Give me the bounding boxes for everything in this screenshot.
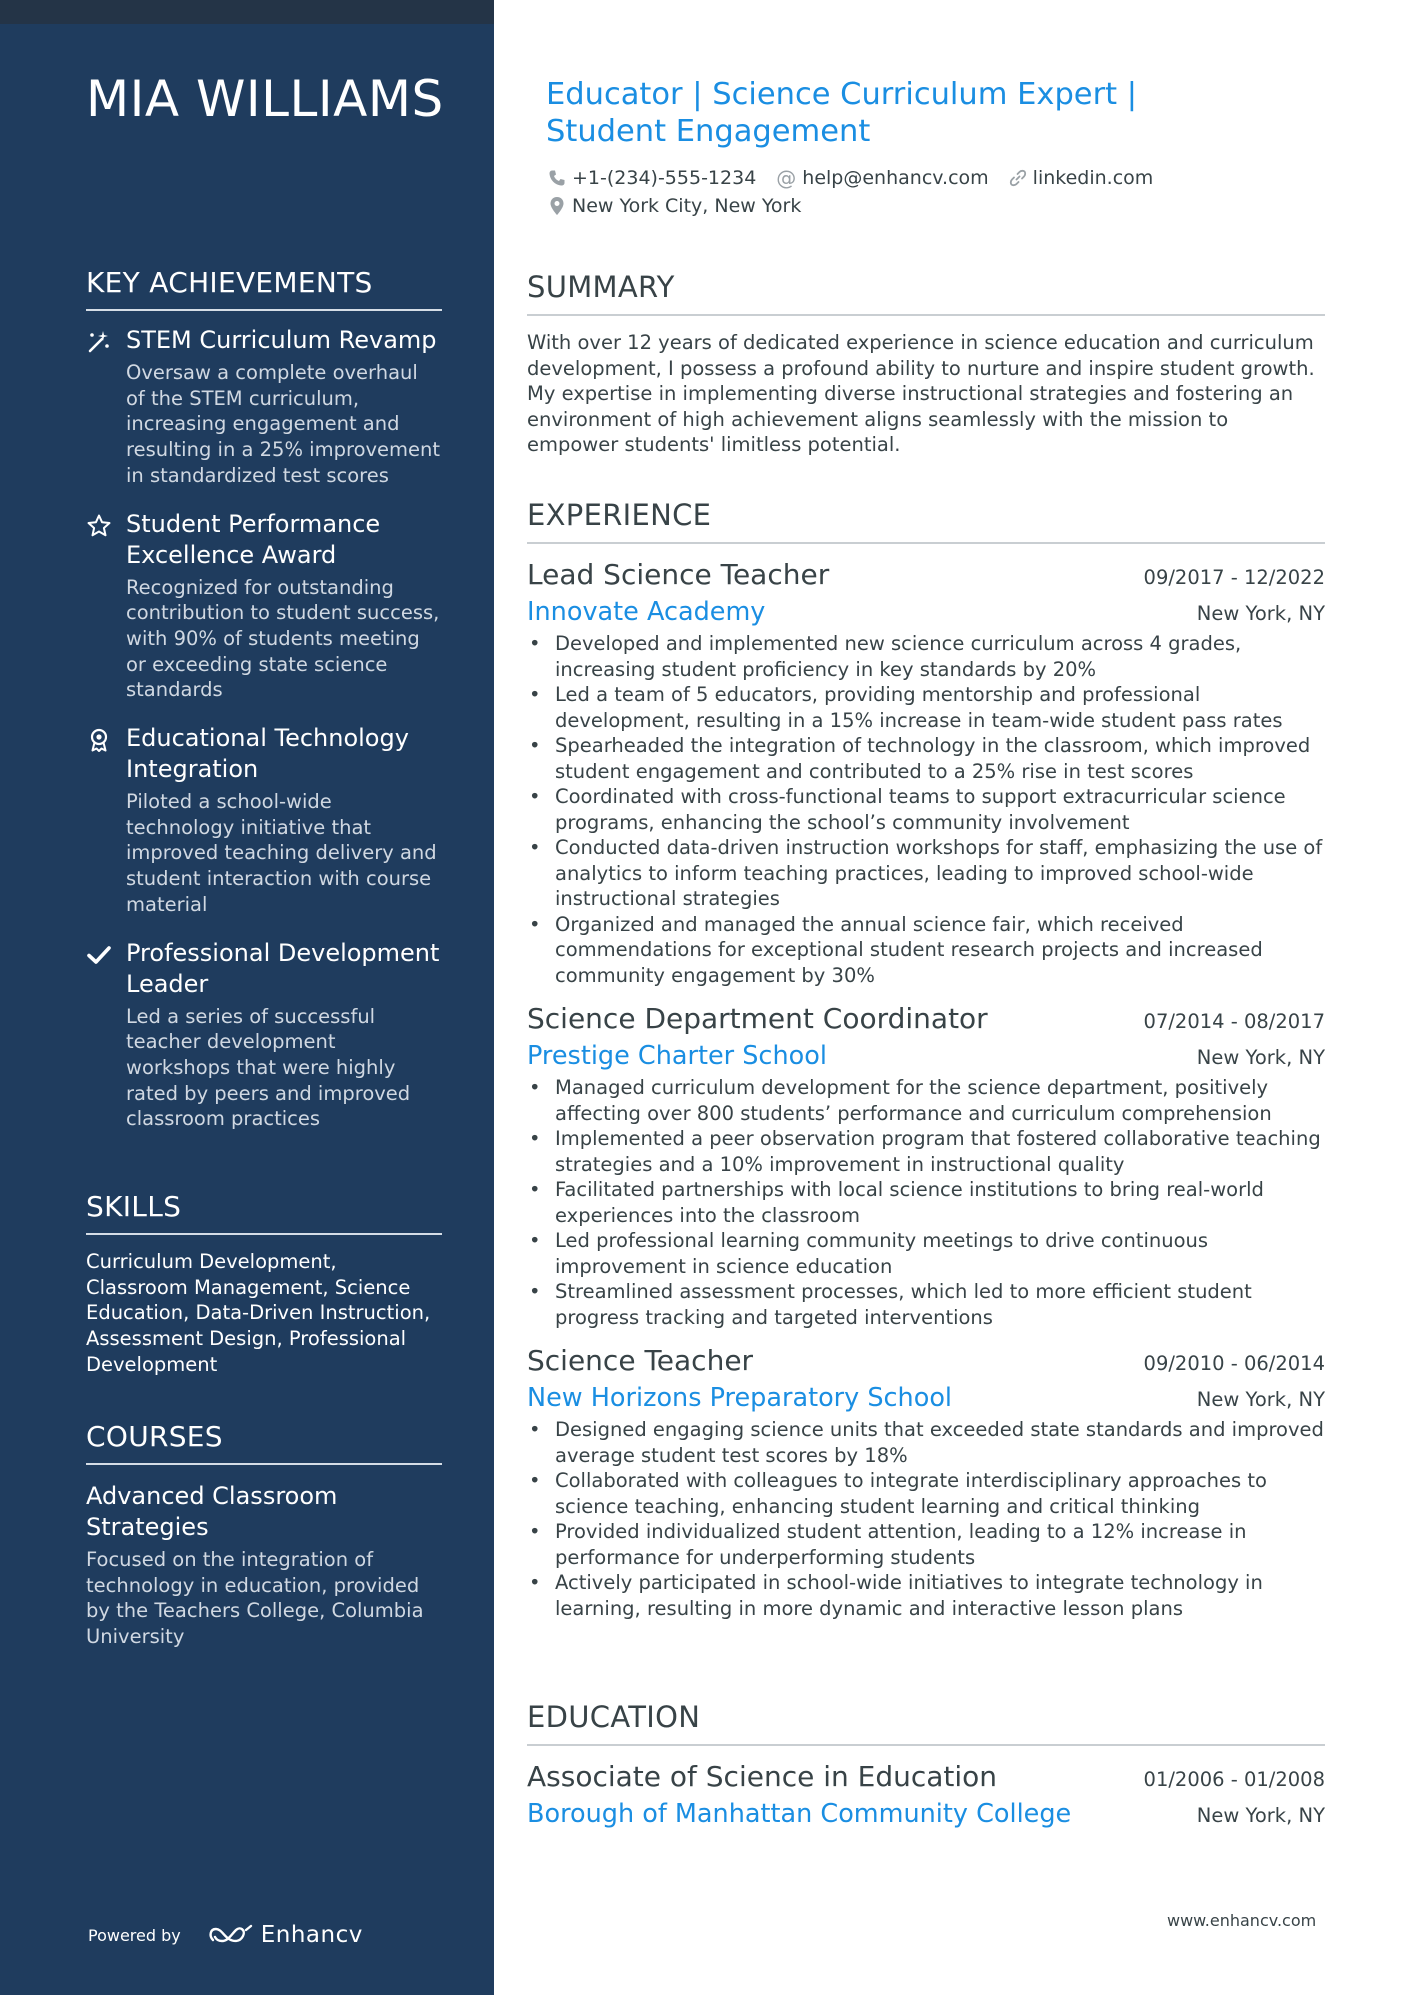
degree-title: Associate of Science in Education — [527, 1760, 998, 1793]
phone-number[interactable]: +1-(234)-555-1234 — [572, 167, 757, 189]
job-location: New York, NY — [1196, 602, 1325, 625]
job-bullet: • Managed curriculum development for the science department, positively affecting over 800 students’ performance and curriculum comprehension — [527, 1075, 1325, 1126]
link-icon — [1009, 169, 1027, 187]
course-title: Advanced Classroom Strategies — [86, 1482, 338, 1541]
achievement-item — [86, 325, 442, 489]
check-icon — [86, 942, 112, 968]
job-bullet: • Coordinated with cross-functional teams to support extracurricular science programs, enhancing the school’s community involvement — [527, 784, 1325, 835]
award-icon — [86, 727, 112, 753]
achievement-title: Student Performance Excellence Award — [126, 509, 381, 569]
achievement-item — [86, 723, 442, 918]
job-bullet: • Collaborated with colleagues to integrate interdisciplinary approaches to science teaching, enhancing student learning and critical thinking — [527, 1468, 1325, 1519]
star-icon — [86, 513, 112, 539]
courses-heading: COURSES — [86, 1420, 442, 1465]
achievement-description: Piloted a school-wide technology initiative that improved teaching delivery and student interaction with course material — [126, 790, 437, 916]
candidate-name: MIA WILLIAMS — [86, 70, 444, 128]
job-bullet: • Developed and implemented new science curriculum across 4 grades, increasing student proficiency in key standards by 20% — [527, 631, 1325, 682]
education-location: New York, NY — [1196, 1804, 1325, 1827]
footer-url[interactable]: www.enhancv.com — [1167, 1911, 1317, 1930]
experience-heading: EXPERIENCE — [527, 498, 1325, 544]
job-title: Science Teacher — [527, 1344, 754, 1377]
headline: Educator | Science Curriculum Expert | Student Engagement — [546, 77, 1138, 149]
job-bullet: • Conducted data-driven instruction workshops for staff, emphasizing the use of analytics to inform teaching practices, leading to improved school-wide instructional strategies — [527, 835, 1325, 912]
skills-section — [86, 1190, 442, 1378]
job-title: Science Department Coordinator — [527, 1002, 988, 1035]
experience-section — [527, 498, 1325, 1621]
job-bullet: • Streamlined assessment processes, which led to more efficient student progress tracking and targeted interventions — [527, 1279, 1325, 1330]
phone-icon — [548, 169, 566, 187]
at-icon: @ — [776, 166, 797, 190]
key-achievements-section — [86, 266, 442, 1152]
email-address[interactable]: help@enhancv.com — [802, 167, 989, 189]
skills-list: Curriculum Development, Classroom Management, Science Education, Data-Driven Instruction, Assessment Design, Professional Development — [86, 1250, 431, 1376]
job-bullet: • Implemented a peer observation program that fostered collaborative teaching strategies and a 10% improvement in instructional quality — [527, 1126, 1325, 1177]
education-heading: EDUCATION — [527, 1700, 1325, 1746]
contact-linkedin — [1009, 167, 1154, 189]
courses-section — [86, 1420, 442, 1650]
job-bullet: • Designed engaging science units that exceeded state standards and improved average student test scores by 18% — [527, 1417, 1325, 1468]
education-dates: 01/2006 - 01/2008 — [1143, 1768, 1325, 1791]
key-achievements-heading: KEY ACHIEVEMENTS — [86, 266, 442, 311]
achievement-title: STEM Curriculum Revamp — [126, 326, 437, 354]
education-section — [527, 1700, 1325, 1829]
achievement-description: Recognized for outstanding contribution to student success, with 90% of students meeting or exceeding state science standards — [126, 575, 440, 702]
education-entry — [527, 1760, 1325, 1829]
job-title: Lead Science Teacher — [527, 558, 830, 591]
job-entry — [527, 558, 1325, 988]
job-bullet: • Provided individualized student attention, leading to a 12% increase in performance for underperforming students — [527, 1519, 1325, 1570]
job-bullet: • Facilitated partnerships with local science institutions to bring real-world experiences into the classroom — [527, 1177, 1325, 1228]
job-location: New York, NY — [1196, 1388, 1325, 1411]
achievement-item — [86, 509, 442, 704]
sidebar — [0, 0, 494, 1995]
sidebar-top-bar — [0, 0, 494, 24]
contact-location — [548, 195, 801, 217]
enhancv-brand-name: Enhancv — [260, 1922, 363, 1948]
job-bullet: • Organized and managed the annual science fair, which received commendations for exceptional student research projects and increased community engagement by 30% — [527, 912, 1325, 989]
job-bullet: • Led a team of 5 educators, providing mentorship and professional development, resulting in a 15% increase in team-wide student pass rates — [527, 682, 1325, 733]
location-text: New York City, New York — [572, 195, 802, 217]
job-dates: 09/2017 - 12/2022 — [1143, 566, 1325, 589]
job-entry — [527, 1002, 1325, 1330]
job-company: Innovate Academy — [527, 597, 766, 627]
skills-heading: SKILLS — [86, 1190, 442, 1235]
achievement-title: Educational Technology Integration — [126, 724, 409, 784]
enhancv-logo-icon — [207, 1922, 253, 1948]
summary-section — [527, 270, 1325, 458]
achievement-description: Oversaw a complete overhaul of the STEM curriculum, increasing engagement and resulting in a 25% improvement in standardized test scores — [126, 361, 441, 487]
job-company: New Horizons Preparatory School — [527, 1383, 953, 1413]
summary-heading: SUMMARY — [527, 270, 1325, 316]
job-bullet: • Actively participated in school-wide initiatives to integrate technology in learning, resulting in more dynamic and interactive lesson plans — [527, 1570, 1325, 1621]
contact-phone — [548, 167, 756, 189]
course-description: Focused on the integration of technology in education, provided by the Teachers College, Columbia University — [86, 1548, 424, 1649]
linkedin-url[interactable]: linkedin.com — [1032, 167, 1154, 189]
job-entry — [527, 1344, 1325, 1621]
location-pin-icon — [548, 196, 566, 216]
job-bullet: • Led professional learning community meetings to drive continuous improvement in science education — [527, 1228, 1325, 1279]
achievement-description: Led a series of successful teacher development workshops that were highly rated by peers and improved classroom practices — [126, 1004, 411, 1131]
job-bullet: • Spearheaded the integration of technology in the classroom, which improved student engagement and contributed to a 25% rise in test scores — [527, 733, 1325, 784]
job-location: New York, NY — [1196, 1046, 1325, 1069]
summary-text: With over 12 years of dedicated experience in science education and curriculum development, I possess a profound ability to nurture and inspire student growth. My expertise in implementing diverse instructional strategies and fostering an environment of high achievement aligns seamlessly with the mission to empower students' limitless potential. — [527, 331, 1315, 456]
job-dates: 09/2010 - 06/2014 — [1143, 1352, 1325, 1375]
wand-icon — [86, 329, 112, 355]
school-name: Borough of Manhattan Community College — [527, 1799, 1072, 1829]
contact-info — [548, 164, 1173, 220]
powered-by-label: Powered by — [88, 1925, 181, 1945]
achievement-item — [86, 938, 442, 1133]
achievement-title: Professional Development Leader — [126, 938, 440, 998]
powered-by — [88, 1922, 363, 1948]
contact-email — [776, 166, 988, 190]
job-dates: 07/2014 - 08/2017 — [1143, 1010, 1325, 1033]
job-company: Prestige Charter School — [527, 1041, 827, 1071]
